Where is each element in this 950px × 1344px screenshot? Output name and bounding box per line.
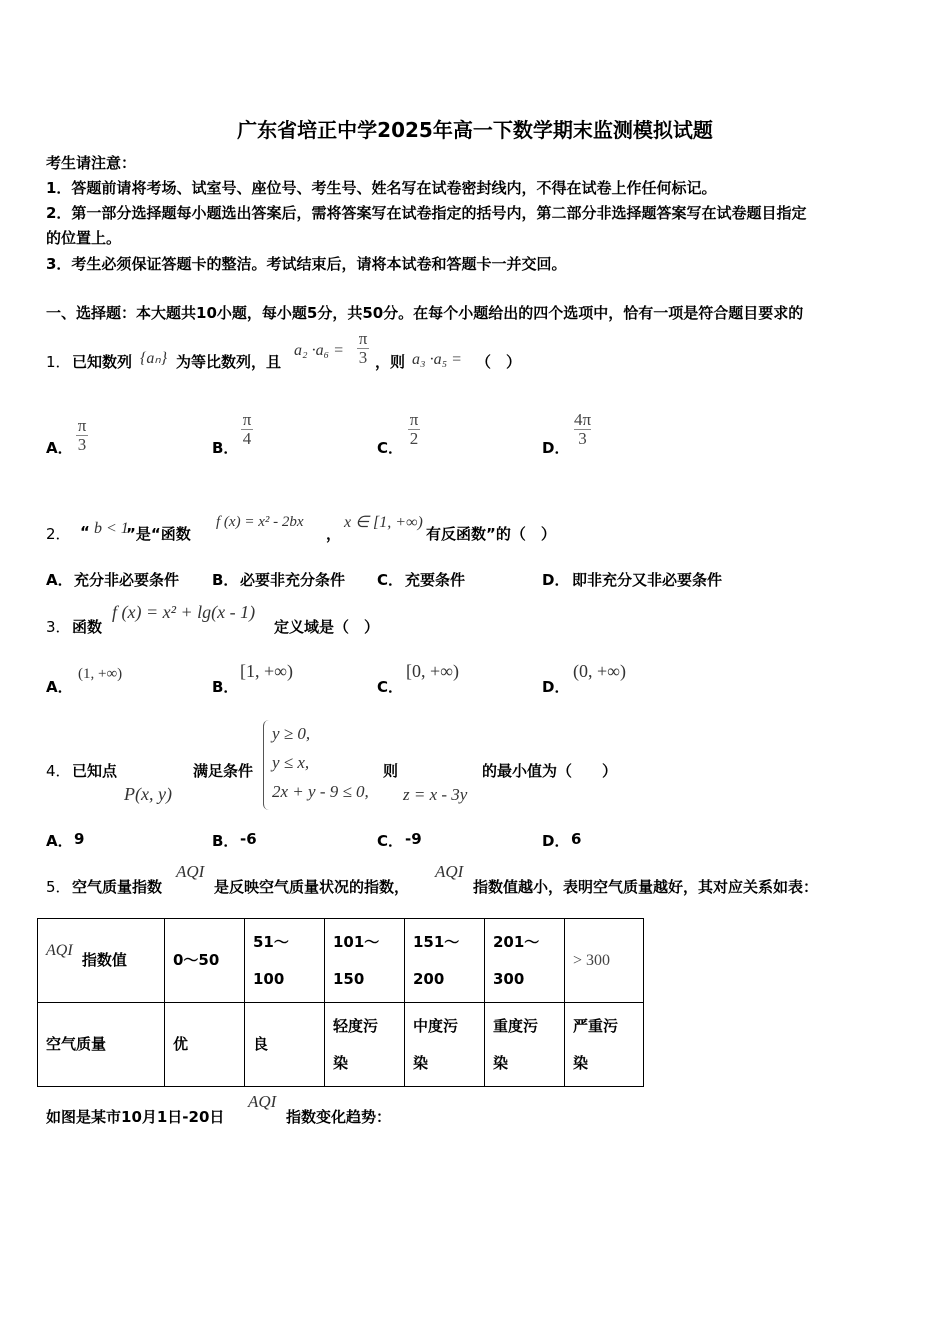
table-cell: 101～ 150 — [325, 919, 405, 1003]
q5-number: 5． — [46, 878, 71, 896]
q2-option-c-label: C． — [377, 571, 404, 589]
q3-option-a: (1, +∞) — [78, 666, 123, 682]
table-cell: 空气质量 — [38, 1003, 165, 1087]
q3-option-a-label: A． — [46, 678, 73, 696]
q5-aqi: AQI — [248, 1092, 277, 1111]
q1-option-b-label: B． — [212, 439, 239, 457]
table-cell: > 300 — [565, 919, 644, 1003]
q2-option-b-label: B． — [212, 571, 239, 589]
q1-option-a: $\frac{\pi}{3}$ — [77, 416, 87, 454]
table-row — [38, 1003, 644, 1087]
q4-option-c: -9 — [405, 830, 422, 848]
q4-option-d-label: D． — [542, 832, 570, 850]
q5-text: 空气质量指数 — [72, 878, 163, 896]
q1-text: 已知数列 — [72, 353, 133, 371]
q4-option-a-label: A． — [46, 832, 73, 850]
q2-number: 2． — [46, 525, 71, 543]
q4-text: 则 — [383, 762, 399, 780]
q4-condition-3: 2x + y - 9 ≤ 0, — [272, 782, 369, 801]
q2-condition: b < 1 — [94, 520, 129, 537]
q2-option-c: 充要条件 — [405, 571, 466, 589]
q4-objective: z = x - 3y — [403, 785, 468, 804]
q5-aqi: AQI — [435, 862, 464, 881]
q4-option-c-label: C． — [377, 832, 404, 850]
q1-option-a-label: A． — [46, 439, 73, 457]
q2-text: “ — [80, 523, 90, 541]
q2-text: ”是“函数 — [126, 525, 191, 543]
q3-option-b: [1, +∞) — [240, 661, 293, 681]
q4-text: 的最小值为（ ） — [482, 762, 618, 780]
q2-option-b: 必要非充分条件 — [240, 571, 346, 589]
table-cell: AQI 指数值 — [38, 919, 165, 1003]
q5-after-text: 如图是某市10月1日-20日 — [46, 1108, 225, 1126]
q1-ask: a₃ ·a₅ = — [412, 351, 462, 368]
q3-number: 3． — [46, 618, 71, 636]
q2-domain: x ∈ [1, +∞) — [344, 514, 423, 531]
q5-text: 指数值越小，表明空气质量越好，其对应关系如表： — [473, 878, 819, 896]
q2-text: 有反函数”的（ ） — [426, 525, 556, 543]
q1-option-c-label: C． — [377, 439, 404, 457]
q4-condition-1: y ≥ 0, — [272, 724, 311, 743]
table-cell: 51～100 — [245, 919, 325, 1003]
notice-heading: 考生请注意： — [46, 154, 137, 172]
q4-number: 4． — [46, 762, 71, 780]
q1-condition: a₂ ·a₆ = — [294, 342, 344, 359]
q5-text: 是反映空气质量状况的指数， — [214, 878, 410, 896]
q3-text: 函数 — [72, 618, 103, 636]
notice-item: 2．第一部分选择题每小题选出答案后，需将答案写在试卷指定的括号内，第二部分非选择题答案写在试卷题目指定 — [46, 204, 807, 222]
q1-number: 1． — [46, 353, 71, 371]
table-cell: 严重污 染 — [565, 1003, 644, 1087]
table-cell: 151～ 200 — [405, 919, 485, 1003]
notice-item: 1．答题前请将考场、试室号、座位号、考生号、姓名写在试卷密封线内，不得在试卷上作任何标记。 — [46, 179, 717, 197]
q2-function: f (x) = x² - 2bx — [216, 514, 304, 530]
q2-option-d: 即非充分又非必要条件 — [572, 571, 723, 589]
notice-item: 3．考生必须保证答题卡的整洁。考试结束后，请将本试卷和答题卡一并交回。 — [46, 255, 567, 273]
q3-option-d: (0, +∞) — [573, 661, 626, 681]
q3-option-b-label: B． — [212, 678, 239, 696]
q3-option-d-label: D． — [542, 678, 570, 696]
q3-text: 定义域是（ ） — [274, 618, 380, 636]
q4-point: P(x, y) — [124, 784, 172, 804]
q2-option-d-label: D． — [542, 571, 570, 589]
q1-text: ，则 — [375, 353, 406, 371]
section-heading: 一、选择题：本大题共10小题，每小题5分，共50分。在每个小题给出的四个选项中，恰有一项是符合题目要求的 — [46, 304, 804, 322]
table-cell: 良 — [245, 1003, 325, 1087]
q4-condition-2: y ≤ x, — [272, 753, 310, 772]
table-cell: 优 — [165, 1003, 245, 1087]
q2-text: ， — [326, 525, 342, 543]
q1-sequence: {aₙ} — [140, 350, 168, 367]
table-cell: 0～50 — [165, 919, 245, 1003]
notice-item: 的位置上。 — [46, 229, 122, 247]
q1-text: 为等比数列，且 — [176, 353, 282, 371]
q2-option-a-label: A． — [46, 571, 73, 589]
q1-option-c: $\frac{\pi}{2}$ — [409, 410, 419, 448]
q4-text: 满足条件 — [193, 762, 254, 780]
q3-option-c: [0, +∞) — [406, 661, 459, 681]
q4-option-b: -6 — [240, 830, 257, 848]
q4-option-d: 6 — [571, 830, 582, 848]
q3-option-c-label: C． — [377, 678, 404, 696]
table-cell: 中度污 染 — [405, 1003, 485, 1087]
table-cell: 重度污 染 — [485, 1003, 565, 1087]
q1-option-b: $\frac{\pi}{4}$ — [242, 410, 252, 448]
q4-option-b-label: B． — [212, 832, 239, 850]
q1-option-d: $\frac{4\pi}{3}$ — [574, 410, 592, 448]
table-row — [38, 919, 644, 1003]
table-cell: 轻度污 染 — [325, 1003, 405, 1087]
q2-option-a: 充分非必要条件 — [74, 571, 180, 589]
page-title: 广东省培正中学2025年高一下数学期末监测模拟试题 — [237, 118, 713, 142]
q1-paren: （ ） — [476, 353, 522, 371]
q5-aqi: AQI — [176, 862, 205, 881]
q4-option-a: 9 — [74, 830, 85, 848]
q1-option-d-label: D． — [542, 439, 570, 457]
q1-condition-fraction: $\frac{\pi}{3}$ — [358, 329, 368, 367]
q5-after-text: 指数变化趋势： — [286, 1108, 392, 1126]
aqi-table — [37, 918, 644, 1087]
q3-function: f (x) = x² + lg(x - 1) — [112, 602, 256, 622]
q4-text: 已知点 — [72, 762, 118, 780]
table-cell: 201～ 300 — [485, 919, 565, 1003]
